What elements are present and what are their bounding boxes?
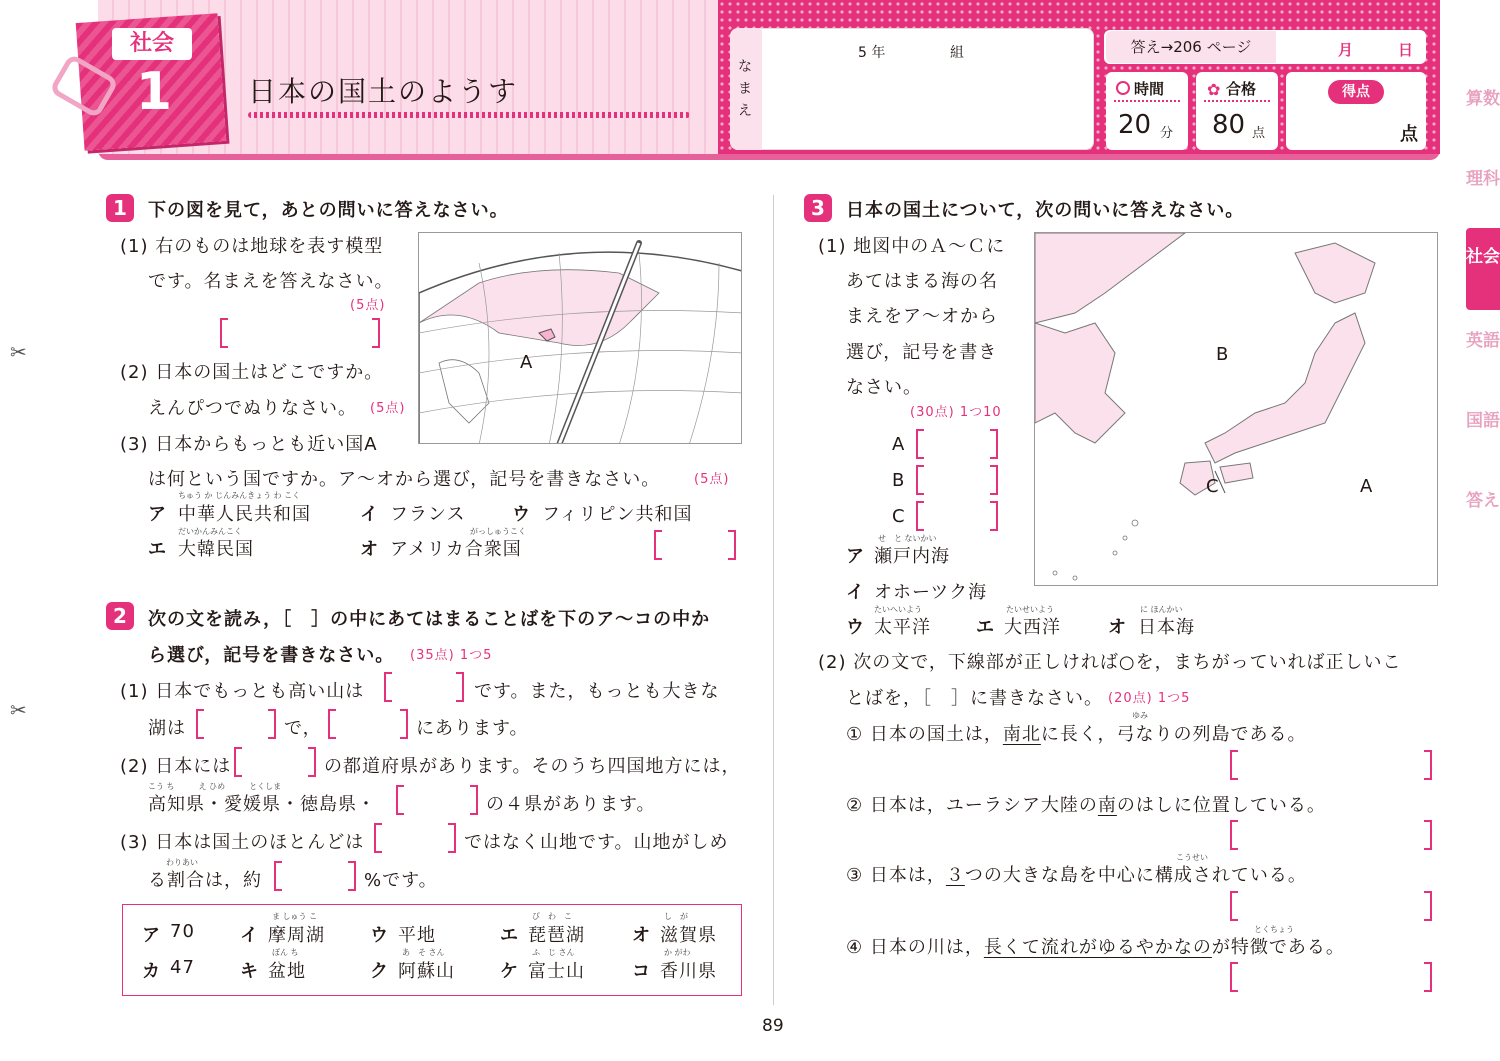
time-label: 時間 [1134,80,1165,98]
item-3-pre: ③ 日本は， [846,865,946,886]
q2-choice-key: ク [370,961,389,982]
q3-choice-a: 瀬戸内海 [874,546,950,567]
q2-choice-value: 富士山 [528,961,585,982]
clock-icon [1116,81,1130,95]
q2-choice-value: 琵琶湖 [528,925,585,946]
item-1-underline: 南北 [1002,724,1041,745]
month-label: 月 [1338,41,1354,59]
item-2-post: のはしに位置している。 [1116,795,1326,816]
map-label-b: B [1216,344,1229,365]
q1-p2-line1: (2) 日本の国土はどこですか。 [120,362,384,383]
q2-prompt-line1: 次の文を読み，［ ］の中にあてはまることばを下のア〜コの中か [148,609,711,630]
q2-s2a: (2) 日本には [120,756,232,777]
q2-s3c: る割合は，約 [148,870,262,891]
q1-number: 1 [106,194,134,222]
q2-choice-value: 香川県 [660,961,717,982]
q1-p2-points: (5点) [370,401,406,416]
ruby-item-1: ゆみ [1132,711,1148,720]
pass-value: 80 [1212,110,1246,140]
q1-p1-answer[interactable] [220,318,380,348]
q2-choice-value: 盆地 [268,961,306,982]
q2-choice-ruby: し が [664,912,688,921]
q1-choice-u-key: ウ [512,504,531,525]
grade-label: 5 年 [858,45,886,61]
q2-choice-key: ア [142,925,161,946]
q3-choice-i-key: イ [846,582,865,603]
q2-blank-1[interactable] [384,672,464,702]
page-title: 日本の国土のようす [248,75,519,108]
q2-blank-2[interactable] [196,709,276,739]
q2-blank-7[interactable] [274,861,356,891]
q2-choice-value: 阿蘇山 [398,961,455,982]
q3-answer-c[interactable] [916,501,998,531]
title-underline [248,112,690,118]
q3-p1-line3: まえをア〜オから [846,306,998,327]
item-2-pre: ② 日本は，ユーラシア大陸の [846,795,1098,816]
q3-label-b: B [892,470,906,491]
q1-p3-answer[interactable] [654,530,736,560]
q2-s3d: %です。 [364,870,438,891]
q2-choice-ruby: か がわ [664,948,691,957]
q2-choice-value: 摩周湖 [268,925,325,946]
q3-choice-e-key: エ [976,617,995,638]
score-unit: 点 [1400,124,1418,145]
side-tab-japanese[interactable]: 国語 [1466,411,1500,431]
q3-item-3 [846,861,1307,887]
item-3-underline: ３ [945,865,965,886]
item-1-pre: ① 日本の国土は， [846,724,1003,745]
q2-choice-ruby: あ そ さん [402,948,445,957]
q3-p1-line1: (1) 地図中のＡ〜Ｃに [818,236,1006,257]
q3-choice-e: 大西洋 [1004,617,1061,638]
time-value: 20 [1118,110,1152,140]
q2-s2c-ruby: こう ち え ひめ とくしま [148,782,282,791]
q1-p1-line2: です。名まえを答えなさい。 [148,271,394,292]
q1-p1-line1: (1) 右のものは地球を表す模型 [120,236,384,257]
q2-s3c-ruby: わりあい [166,858,198,867]
time-dots [1114,100,1180,102]
q2-blank-3[interactable] [328,709,408,739]
q2-s2c: 高知県・愛媛県・徳島県・ [148,794,376,815]
item-1-post: に長く，弓なりの列島である。 [1040,724,1307,745]
q3-item-1 [846,720,1307,746]
q1-choice-o-key: オ [360,539,379,560]
q3-answer-b[interactable] [916,465,998,495]
class-label: 組 [950,45,964,61]
item-4-underline: 長くて流れがゆるやかなの [983,937,1212,958]
q3-item-2-answer[interactable] [1230,820,1432,850]
q2-choice-value: 70 [170,921,195,942]
side-tab-science[interactable]: 理科 [1466,169,1500,189]
q3-choice-u: 太平洋 [874,617,931,638]
q2-s2d: の４県があります。 [486,794,656,815]
item-2-underline: 南 [1097,795,1117,816]
column-divider [773,195,774,1005]
q3-label-c: C [892,506,906,527]
map-label-c: C [1206,476,1219,497]
q2-choice-key: コ [632,961,651,982]
q3-p2-line1: (2) 次の文で，下線部が正しければ○を，まちがっていれば正しいこ [818,652,1402,673]
pass-unit: 点 [1252,126,1266,141]
q1-p2-line2: えんぴつでぬりなさい。 [148,398,357,419]
q3-choice-o-key: オ [1108,617,1127,638]
scissors-icon: ✂ [10,698,27,722]
q3-p1-line2: あてはまる海の名 [846,271,998,292]
q2-s1b: です。また，もっとも大きな [474,681,720,702]
q2-choice-value: 滋賀県 [660,925,717,946]
side-tab-english[interactable]: 英語 [1466,331,1500,351]
map-svg [1035,233,1438,586]
globe-figure[interactable] [418,232,742,444]
q2-s3a: (3) 日本は国土のほとんどは [120,832,365,853]
q1-p3-line1: (3) 日本からもっとも近い国A [120,434,378,455]
score-label: 得点 [1328,80,1384,104]
flower-icon: ✿ [1207,80,1221,99]
ruby-choice-o: がっしゅうこく [470,527,526,536]
pass-label: 合格 [1226,80,1257,98]
q2-blank-6[interactable] [374,823,456,853]
ruby-choice-e: だいかんみんこく [178,527,242,536]
q2-choice-ruby: び わ こ [532,912,572,921]
name-label: なまえ [738,59,752,119]
q2-choice-key: オ [632,925,651,946]
q2-blank-5[interactable] [396,785,478,815]
page-number: 89 [762,1016,784,1036]
q3-choice-i: オホーツク海 [874,582,988,603]
q3-p1-line4: 選び，記号を書き [846,342,998,363]
q2-choice-value: 平地 [398,925,436,946]
q3-answer-a[interactable] [916,429,998,459]
q3-item-4 [846,933,1345,959]
q1-prompt: 下の図を見て，あとの問いに答えなさい。 [148,200,509,221]
q1-p1-points: (5点) [350,298,386,313]
globe-svg [419,233,742,444]
item-4-pre: ④ 日本の川は， [846,937,984,958]
q1-choice-e-key: エ [148,539,167,560]
q1-choice-i-key: イ [360,504,379,525]
ruby-item-3: こうせい [1176,853,1208,862]
ruby-item-4: とくちょう [1254,925,1294,934]
q1-p3-points: (5点) [694,472,730,487]
q1-p3-line2: は何という国ですか。ア〜オから選び，記号を書きなさい。 [148,469,661,490]
q3-prompt: 日本の国土について，次の問いに答えなさい。 [846,200,1245,221]
q2-s1d: で， [284,718,322,739]
q2-choice-key: イ [240,925,259,946]
q3-choice-u-key: ウ [846,617,865,638]
q3-p2-line2: とばを，［ ］に書きなさい。 [846,688,1103,709]
answer-ref: 答え→206 ページ [1106,31,1276,63]
ruby-q3-u: たいへいよう [874,605,922,614]
q2-choice-ruby: ま しゅう こ [272,912,318,921]
q2-number: 2 [106,602,134,630]
item-3-post: つの大きな島を中心に構成されている。 [964,865,1307,886]
q1-choice-o: アメリカ合衆国 [390,539,522,560]
ruby-q3-e: たいせいよう [1006,605,1054,614]
pass-dots [1204,100,1270,102]
q2-choice-key: キ [240,961,259,982]
ruby-choice-a: ちゅう か じんみんきょう わ こく [178,491,301,500]
subject-badge: 社会 [112,28,192,60]
q3-item-4-answer[interactable] [1230,962,1432,992]
q2-prompt-line2: ら選び，記号を書きなさい。 [148,645,395,666]
name-field[interactable] [770,66,1086,144]
q1-choice-a: 中華人民共和国 [178,504,311,525]
q2-s2b: の都道府県があります。そのうち四国地方には， [324,756,741,777]
q2-s3b: ではなく山地です。山地がしめ [464,832,729,853]
q1-choice-i: フランス [390,504,466,525]
ruby-q3-o: に ほんかい [1140,605,1183,614]
day-label: 日 [1398,41,1414,59]
q3-item-1-answer[interactable] [1230,750,1432,780]
q2-choice-ruby: ぼん ち [272,948,299,957]
q3-p1-points: (30点) 1つ10 [910,405,1002,420]
q2-points: (35点) 1つ5 [410,648,493,663]
q2-choice-ruby: ふ じ さん [532,948,575,957]
q2-s1a: (1) 日本でもっとも高い山は [120,681,365,702]
q3-p2-points: (20点) 1つ5 [1108,691,1191,706]
q3-label-a: A [892,434,906,455]
q2-choice-key: カ [142,961,161,982]
time-unit: 分 [1160,126,1174,141]
q2-choice-key: ウ [370,925,389,946]
scissors-icon: ✂ [10,340,27,364]
q2-choice-key: エ [500,925,519,946]
q2-choice-value: 47 [170,957,195,978]
q3-choice-a-key: ア [846,546,865,567]
map-label-a: A [1360,476,1373,497]
q3-number: 3 [804,194,832,222]
japan-map[interactable] [1034,232,1438,586]
globe-label-a: A [520,352,533,373]
q3-item-2 [846,791,1326,817]
q1-choice-e: 大韓民国 [178,539,254,560]
q3-p1-line5: なさい。 [846,377,922,398]
q2-blank-4[interactable] [234,747,316,777]
side-tab-social[interactable]: 社会 [1466,228,1500,310]
side-tab-divider [1464,60,1465,560]
side-tab-math[interactable]: 算数 [1466,89,1500,109]
unit-number: 1 [135,62,173,122]
q2-s1e: にあります。 [416,718,529,739]
q3-item-3-answer[interactable] [1230,891,1432,921]
item-4-post: が特徴である。 [1211,937,1345,958]
q2-s1c: 湖は [148,718,186,739]
q2-choice-key: ケ [500,961,519,982]
side-tab-answers[interactable]: 答え [1466,491,1500,511]
ruby-q3-a: せ と ないかい [878,534,937,543]
q1-choice-u: フィリピン共和国 [542,504,693,525]
q1-choice-a-key: ア [148,504,167,525]
q3-choice-o: 日本海 [1138,617,1195,638]
